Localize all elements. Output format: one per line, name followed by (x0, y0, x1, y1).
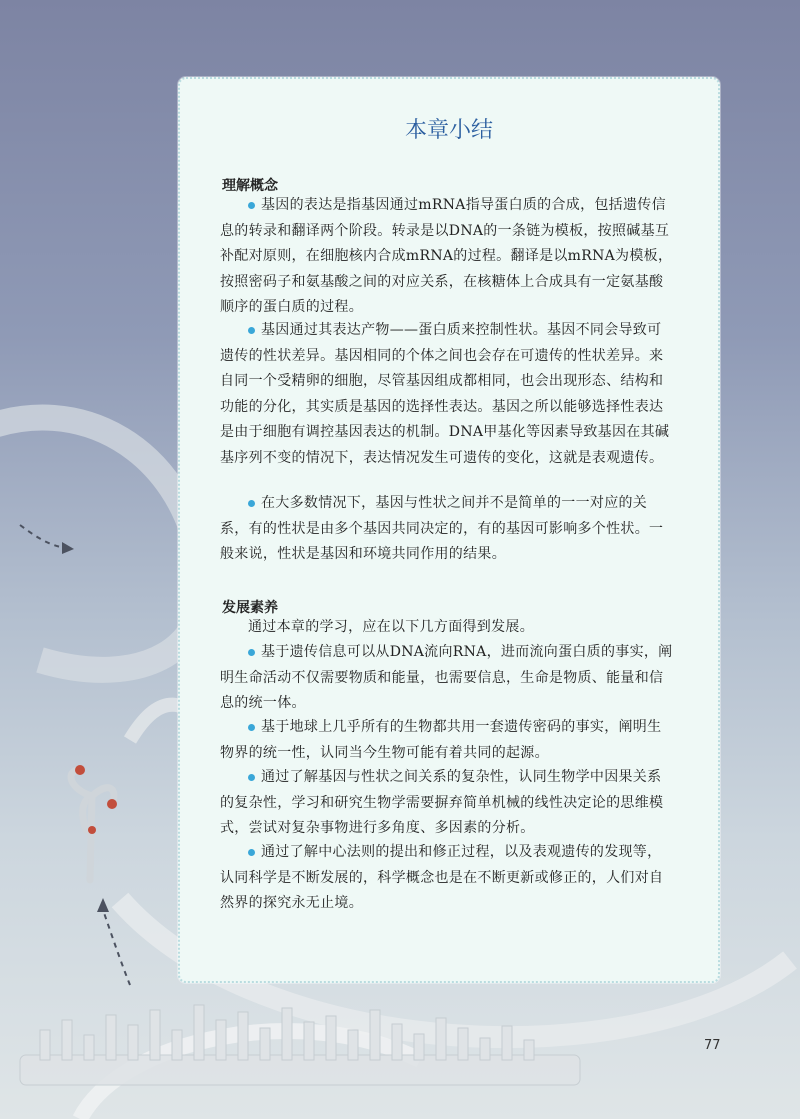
bullet-icon (248, 649, 255, 656)
literacy-paragraph: 基于遗传信息可以从DNA流向RNA，进而流向蛋白质的事实，阐明生命活动不仅需要物质和能量，也需要信息，生命是物质、能量和信息的统一体。 (220, 644, 673, 711)
bullet-icon (248, 724, 255, 731)
bullet-icon (248, 849, 255, 856)
summary-paragraph: 在大多数情况下，基因与性状之间并不是简单的一一对应的关系，有的性状是由多个基因共同决定的，有的基因可影响多个性状。一般来说，性状是基因和环境共同作用的结果。 (220, 495, 664, 562)
summary-paragraph: 基因的表达是指基因通过mRNA指导蛋白质的合成，包括遗传信息的转录和翻译两个阶段。转录是以DNA的一条链为模板，按照碱基互补配对原则，在细胞核内合成mRNA的过程。翻译是以mRNA为模板，按照密码子和氨基酸之间的对应关系，在核糖体上合成具有一定氨基酸顺序的蛋白质的过程。 (220, 197, 673, 315)
chapter-summary-card (178, 77, 720, 983)
literacy-paragraph: 通过了解中心法则的提出和修正过程，以及表观遗传的发现等，认同科学是不断发展的，科学概念也是在不断更新或修正的，人们对自然界的探究永无止境。 (220, 844, 664, 911)
bullet-icon (248, 327, 255, 334)
bullet-icon (248, 774, 255, 781)
summary-paragraph: 基因通过其表达产物——蛋白质来控制性状。基因不同会导致可遗传的性状差异。基因相同的个体之间也会存在可遗传的性状差异。来自同一个受精卵的细胞，尽管基因组成都相同，也会出现形态、结构和功能的分化，其实质是基因的选择性表达。基因之所以能够选择性表达是由于细胞有调控基因表达的机制。DNA甲基化等因素导致基因在其碱基序列不变的情况下，表达情况发生可遗传的变化，这就是表观遗传。 (220, 322, 670, 466)
page-title: 本章小结 (404, 118, 493, 143)
bullet-icon (248, 500, 255, 507)
page-number: 77 (704, 1038, 721, 1053)
literacy-paragraph: 基于地球上几乎所有的生物都共用一套遗传密码的事实，阐明生物界的统一性，认同当今生物可能有着共同的起源。 (220, 719, 662, 761)
section-heading-understanding: 理解概念 (222, 178, 278, 194)
section-heading-literacy: 发展素养 (222, 600, 278, 616)
bullet-icon (248, 202, 255, 209)
literacy-intro: 通过本章的学习，应在以下几方面得到发展。 (248, 619, 534, 635)
literacy-paragraph: 通过了解基因与性状之间关系的复杂性，认同生物学中因果关系的复杂性，学习和研究生物学需要摒弃简单机械的线性决定论的思维模式，尝试对复杂事物进行多角度、多因素的分析。 (220, 769, 664, 836)
